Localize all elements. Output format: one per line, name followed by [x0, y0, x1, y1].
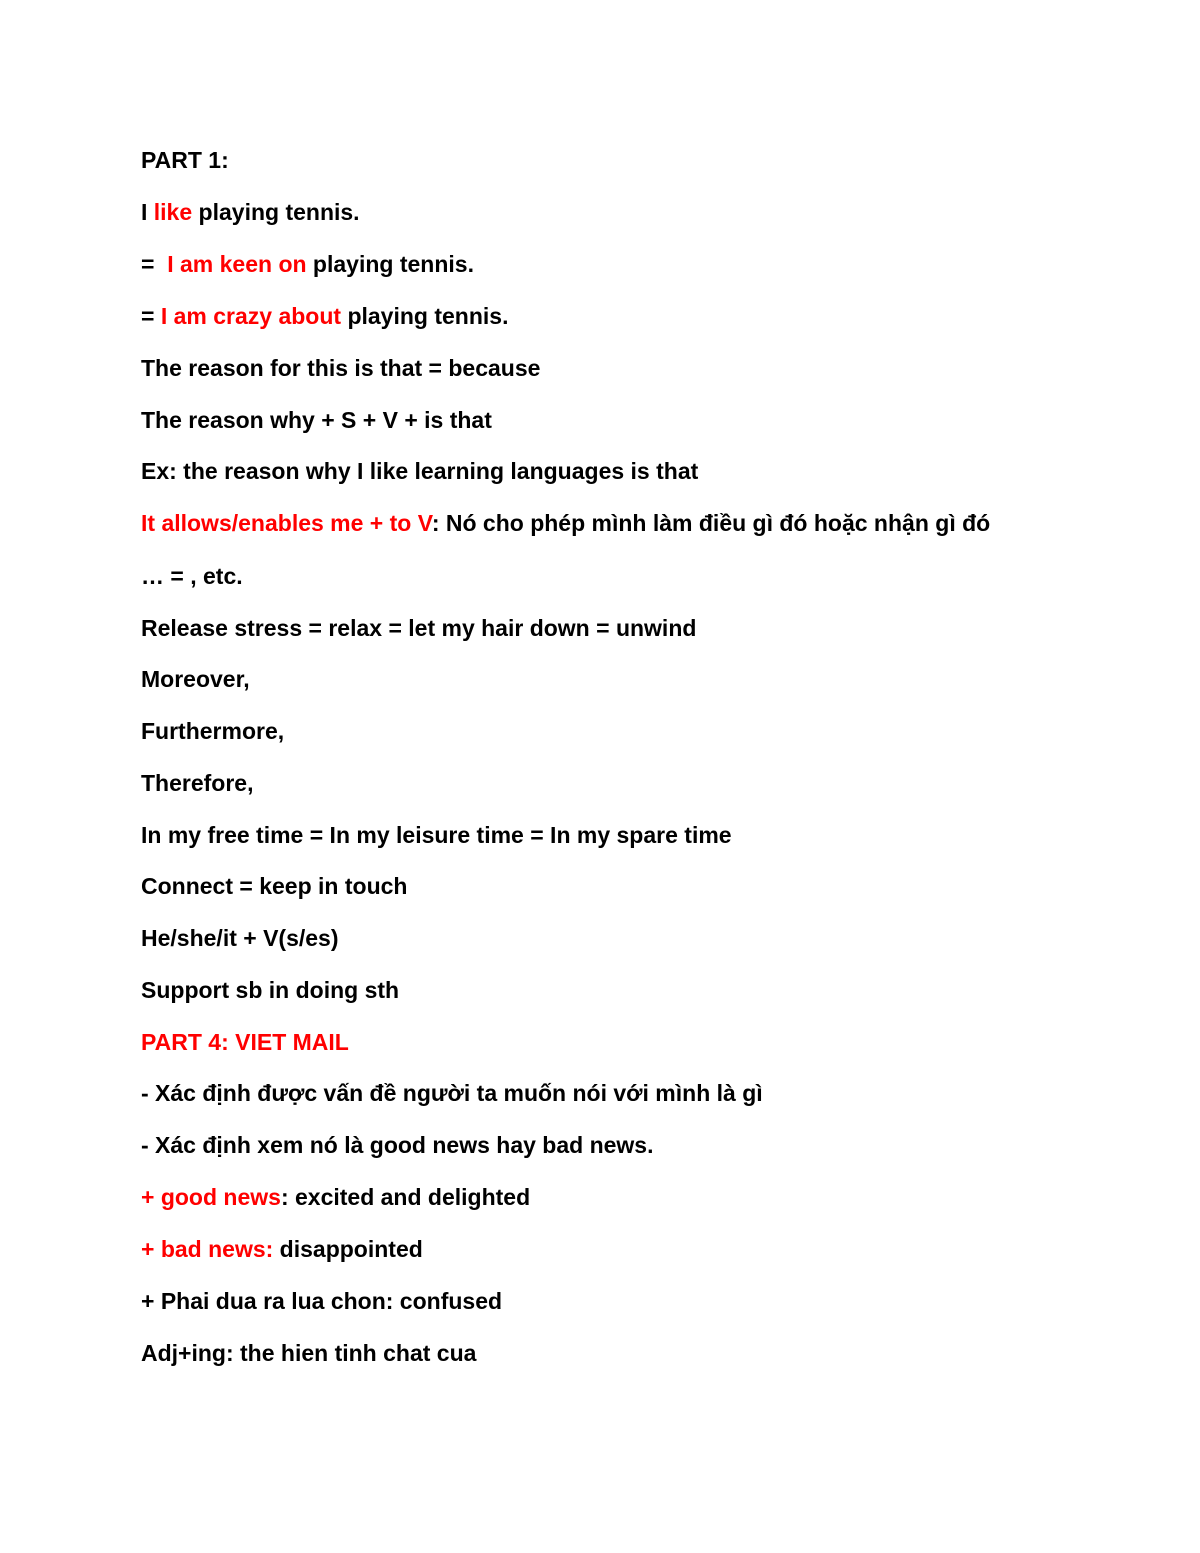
text-segment: Support sb in doing sth — [141, 977, 400, 1003]
text-segment: Ex: the reason why I like learning languages is that — [141, 458, 699, 484]
heading-text: PART 1: — [141, 147, 229, 173]
text-segment: : Nó cho phép mình làm điều gì đó hoặc nhận gì đó — [431, 510, 991, 536]
highlight-segment: I am keen on — [167, 251, 307, 277]
text-segment: : excited and delighted — [280, 1184, 531, 1210]
text-line — [141, 194, 360, 230]
text-line — [141, 505, 990, 541]
text-line — [141, 453, 698, 489]
text-segment: Connect = keep in touch — [141, 873, 408, 899]
text-segment: + Phai dua ra lua chon: confused — [141, 1288, 503, 1314]
text-line — [141, 298, 508, 334]
text-segment: Furthermore, — [141, 718, 285, 744]
text-segment: - Xác định được vấn đề người ta muốn nói với mình là gì — [141, 1080, 763, 1106]
text-line — [141, 661, 250, 697]
text-line — [141, 920, 339, 956]
text-segment: = — [141, 251, 168, 277]
highlight-segment: + good news — [141, 1184, 281, 1210]
text-segment: The reason why + S + V + is that — [141, 407, 492, 433]
text-line — [141, 610, 696, 646]
text-line — [141, 350, 540, 386]
text-line — [141, 765, 253, 801]
text-segment: playing tennis. — [306, 251, 474, 277]
heading-text: PART 4: VIET MAIL — [141, 1029, 349, 1055]
highlight-segment: It allows/enables me + to V — [141, 510, 432, 536]
text-line — [141, 817, 732, 853]
text-segment: playing tennis. — [192, 199, 360, 225]
text-segment: Release stress = relax = let my hair down = unwind — [141, 615, 697, 641]
text-segment: The reason for this is that = because — [141, 355, 541, 381]
text-segment: Adj+ing: the hien tinh chat cua — [141, 1340, 477, 1366]
text-line — [141, 558, 243, 594]
text-line — [141, 868, 407, 904]
heading-part-1 — [141, 142, 229, 178]
text-line — [141, 402, 492, 438]
text-line — [141, 1231, 423, 1267]
text-line — [141, 1075, 763, 1111]
text-line — [141, 1283, 502, 1319]
text-segment: I — [141, 199, 154, 225]
text-segment: He/she/it + V(s/es) — [141, 925, 339, 951]
text-segment: … = , etc. — [141, 563, 243, 589]
text-line — [141, 246, 474, 282]
text-segment: disappointed — [273, 1236, 423, 1262]
text-segment: In my free time = In my leisure time = In my spare time — [141, 822, 732, 848]
text-segment: - Xác định xem nó là good news hay bad news. — [141, 1132, 654, 1158]
text-line — [141, 713, 284, 749]
text-line — [141, 1127, 654, 1163]
text-segment: = — [141, 303, 161, 329]
highlight-segment: + bad news: — [141, 1236, 274, 1262]
text-segment: playing tennis. — [341, 303, 509, 329]
highlight-segment: like — [153, 199, 193, 225]
highlight-segment: I am crazy about — [160, 303, 342, 329]
text-segment: Moreover, — [141, 666, 250, 692]
text-line — [141, 1335, 476, 1371]
text-line — [141, 1179, 530, 1215]
heading-part-4 — [141, 1024, 349, 1060]
text-line — [141, 972, 399, 1008]
text-segment: Therefore, — [141, 770, 254, 796]
